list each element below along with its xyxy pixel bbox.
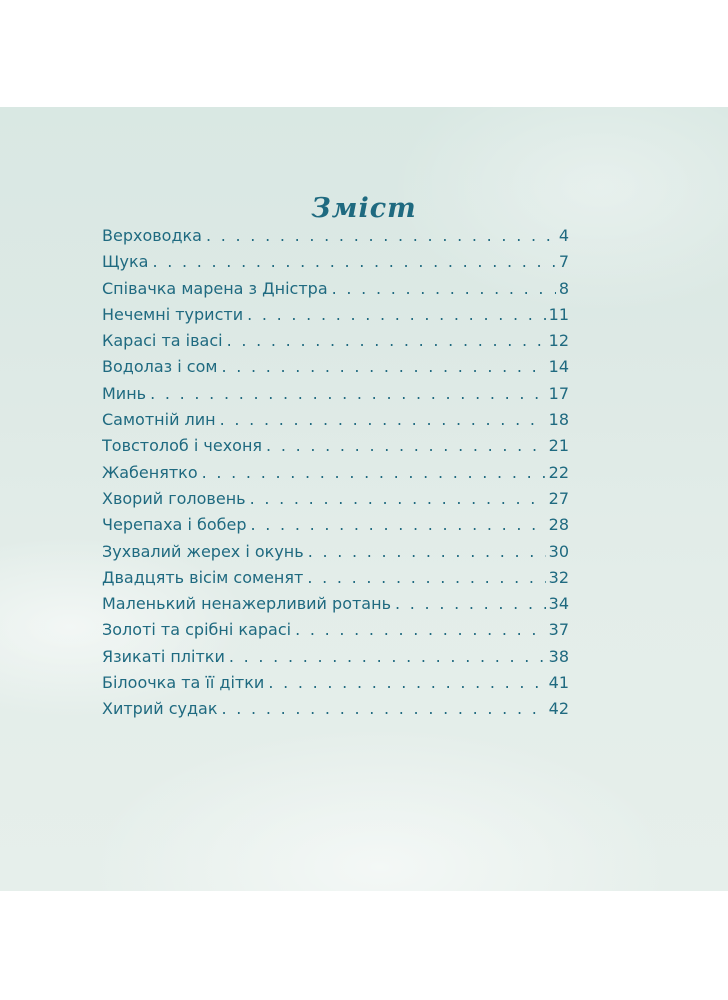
toc-entry-page: 4 xyxy=(558,226,569,245)
toc-entry[interactable] xyxy=(102,463,569,489)
toc-dot-leader xyxy=(247,305,546,324)
toc-entry-page: 21 xyxy=(548,436,569,456)
toc-dot-leader xyxy=(221,357,545,376)
toc-entry-title: Співачка марена з Дністра xyxy=(102,278,328,298)
toc-entry-title: Водолаз і сом xyxy=(102,357,218,377)
toc-entry-title: Жабенятко xyxy=(102,462,198,482)
toc-entry-title: Нечемні туристи xyxy=(102,304,244,324)
toc-dot-leader xyxy=(295,620,546,639)
toc-entry-title: Хворий головень xyxy=(102,488,246,508)
toc-entry-title: Товстолоб і чехоня xyxy=(102,436,263,456)
toc-entry-page: 41 xyxy=(548,673,569,693)
toc-entry[interactable] xyxy=(102,252,569,278)
table-of-contents xyxy=(102,226,569,726)
toc-entry-title: Язикаті плітки xyxy=(102,646,225,666)
toc-entry[interactable] xyxy=(102,542,569,568)
toc-entry-page: 7 xyxy=(558,252,569,272)
toc-entry-title: Верховодка xyxy=(102,226,202,245)
toc-dot-leader xyxy=(332,279,556,298)
toc-dot-leader xyxy=(308,542,546,561)
toc-dot-leader xyxy=(229,647,546,666)
toc-dot-leader xyxy=(395,594,546,613)
toc-entry[interactable] xyxy=(102,331,569,357)
toc-dot-leader xyxy=(227,331,546,350)
toc-dot-leader xyxy=(250,489,546,508)
toc-entry[interactable] xyxy=(102,489,569,515)
toc-entry[interactable] xyxy=(102,384,569,410)
toc-entry-page: 17 xyxy=(548,383,569,403)
toc-dot-leader xyxy=(222,699,546,718)
toc-entry[interactable] xyxy=(102,620,569,646)
toc-entry-title: Двадцять вісім соменят xyxy=(102,567,304,587)
toc-entry-title: Маленький ненажерливий ротань xyxy=(102,594,391,614)
toc-entry-title: Білоочка та її дітки xyxy=(102,673,265,693)
toc-entry-page: 37 xyxy=(548,620,569,640)
toc-dot-leader xyxy=(206,226,556,245)
toc-entry-page: 14 xyxy=(548,357,569,377)
toc-entry-page: 42 xyxy=(548,699,569,719)
toc-entry-page: 38 xyxy=(548,646,569,666)
toc-entry-page: 22 xyxy=(548,462,569,482)
toc-entry[interactable] xyxy=(102,568,569,594)
toc-dot-leader xyxy=(251,515,546,534)
toc-entry-page: 27 xyxy=(548,488,569,508)
toc-dot-leader xyxy=(152,252,555,271)
toc-entry-page: 18 xyxy=(548,410,569,430)
toc-entry-title: Карасі та івасі xyxy=(102,331,223,351)
toc-entry[interactable] xyxy=(102,279,569,305)
toc-entry[interactable] xyxy=(102,357,569,383)
toc-entry-page: 32 xyxy=(548,567,569,587)
toc-dot-leader xyxy=(307,568,545,587)
toc-entry-title: Самотній лин xyxy=(102,410,216,430)
toc-entry-page: 34 xyxy=(548,594,569,614)
toc-dot-leader xyxy=(150,384,546,403)
toc-entry-title: Черепаха і бобер xyxy=(102,515,247,535)
toc-entry-title: Хитрий судак xyxy=(102,699,218,719)
toc-entry[interactable] xyxy=(102,647,569,673)
toc-entry-page: 8 xyxy=(558,278,569,298)
page-title: Зміст xyxy=(311,193,417,224)
toc-entry[interactable] xyxy=(102,410,569,436)
toc-entry[interactable] xyxy=(102,226,569,252)
toc-entry[interactable] xyxy=(102,515,569,541)
toc-entry[interactable] xyxy=(102,699,569,725)
book-page xyxy=(0,107,728,891)
toc-entry-page: 11 xyxy=(548,304,569,324)
toc-entry-title: Золоті та срібні карасі xyxy=(102,620,292,640)
toc-dot-leader xyxy=(220,410,546,429)
toc-entry-page: 12 xyxy=(548,331,569,351)
toc-entry-title: Зухвалий жерех і окунь xyxy=(102,541,304,561)
toc-dot-leader xyxy=(202,463,546,482)
toc-dot-leader xyxy=(266,436,546,455)
toc-entry-title: Щука xyxy=(102,252,149,272)
toc-dot-leader xyxy=(268,673,545,692)
toc-entry[interactable] xyxy=(102,305,569,331)
toc-entry[interactable] xyxy=(102,594,569,620)
toc-entry[interactable] xyxy=(102,673,569,699)
toc-entry-page: 30 xyxy=(548,541,569,561)
toc-entry-title: Минь xyxy=(102,383,147,403)
toc-entry-page: 28 xyxy=(548,515,569,535)
toc-entry[interactable] xyxy=(102,436,569,462)
